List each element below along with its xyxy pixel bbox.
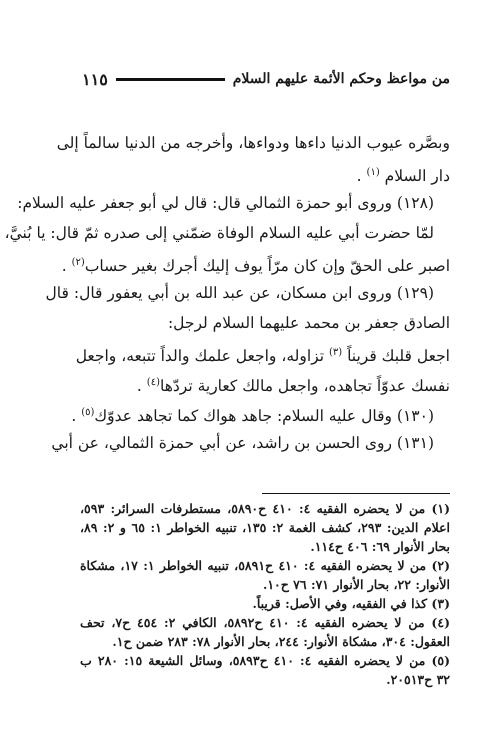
main-text	[4, 128, 450, 458]
footnote-separator	[262, 493, 450, 494]
text-line: اصبر على الحقّ وإن كان مرّاً يوف إليك أجرك بغير حساب$^{(٢)}$ .	[61, 257, 450, 276]
page-number: ١١٥	[82, 69, 108, 89]
footnote-ref: (٣)	[328, 347, 343, 358]
running-header	[82, 66, 450, 92]
footnote-line: (٤) من لا يحضره الفقيه ٤: ٤١٠ ح٥٨٩٢، الكافي ٢: ٤٥٤ ح٧، تحف	[80, 615, 450, 630]
text-line: نفسك عدوّاً تجاهده، واجعل مالك كعارية تردّها$^{(٤)}$ .	[136, 377, 450, 396]
text-line: لمّا حضرت أبي عليه السلام الوفاة ضمّني إلى صدره ثمّ قال: يا بُنيَّ،	[4, 224, 434, 242]
text-line: اجعل قلبك قريناً $^{(٣)}$ تزاوله، واجعل علمك والداً تتبعه، واجعل	[75, 347, 450, 366]
footnote-line: (٢) من لا يحضره الفقيه ٤: ٤١٠ ح٥٨٩١، تنبيه الخواطر ١: ١٧، مشكاة	[80, 558, 451, 573]
footnote-line: (١) من لا يحضره الفقيه ٤: ٤١٠ ح٥٨٩٠، مستطرفات السرائر: ٥٩٣،	[80, 501, 451, 516]
header-rule	[116, 78, 225, 81]
header-title: من مواعظ وحكم الأئمة عليهم السلام	[232, 71, 450, 87]
footnote-line: ٣٢ ح٢٠٥١٣.	[386, 672, 450, 687]
footnote-line: (٣) كذا في الفقيه، وفي الأصل: قريباً.	[252, 596, 450, 611]
footnote-ref: (٢)	[71, 257, 85, 268]
text-line: (١٣٠) وقال عليه السلام: جاهد هواك كما تجاهد عدوّك$^{(٥)}$ .	[71, 407, 434, 426]
text-line: وبصَّره عيوب الدنيا داءها ودواءها، وأخرجه من الدنيا سالماً إلى	[56, 134, 450, 152]
footnote-ref: (١)	[366, 167, 380, 178]
text-line: دار السلام $^{(١)}$ .	[356, 167, 450, 186]
footnote-line: بحار الأنوار ٦٩: ٤٠٦ ح١١٤.	[310, 539, 450, 554]
text-line: الصادق جعفر بن محمد عليهما السلام لرجل:	[167, 314, 450, 332]
text-line: (١٢٨) وروى أبو حمزة الثمالي قال: قال لي أبو جعفر عليه السلام:	[17, 194, 434, 212]
footnote-line: اعلام الدين: ٢٩٣، كشف الغمة ٢: ١٣٥، تنبيه الخواطر ١: ٦٥ و ٢: ٨٩،	[80, 520, 451, 535]
footnote-line: (٥) من لا يحضره الفقيه ٤: ٤١٠ ح٥٨٩٣، وسائل الشيعة ١٥: ٢٨٠ ب	[80, 653, 450, 668]
text-line: (١٢٩) وروى ابن مسكان، عن عبد الله بن أبي يعفور قال: قال	[45, 284, 434, 302]
footnote-line: الأنوار: ٢٢، بحار الأنوار ٧١: ٧٦ ح١٠.	[262, 577, 450, 592]
footnotes	[80, 499, 450, 689]
text-line: (١٣١) روى الحسن بن راشد، عن أبي حمزة الثمالي، عن أبي	[51, 434, 434, 452]
footnote-ref: (٤)	[146, 377, 160, 388]
footnote-ref: (٥)	[81, 407, 95, 418]
footnote-line: العقول: ٣٠٤، مشكاة الأنوار: ٢٤٤، بحار الأنوار ٧٨: ٢٨٣ ضمن ح١.	[112, 634, 450, 649]
